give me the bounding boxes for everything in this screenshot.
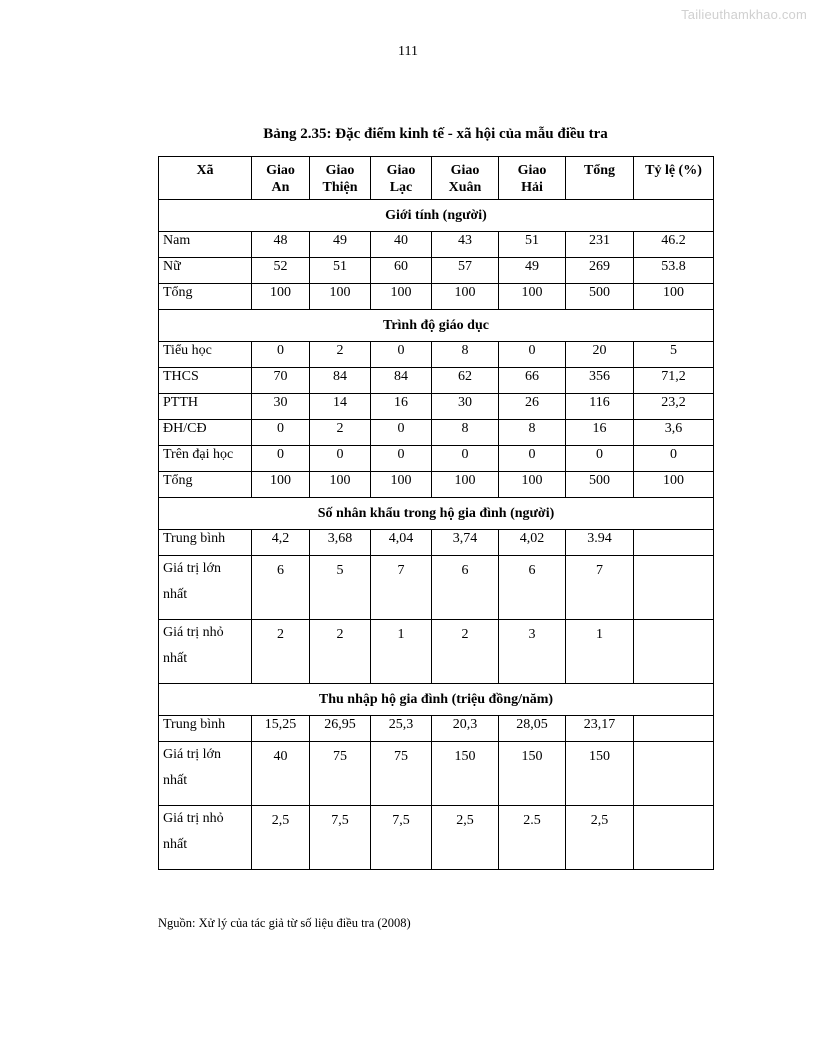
- header-giao-an: Giao An: [252, 157, 310, 200]
- row-label: Trung bình: [159, 716, 252, 742]
- table-cell: 49: [499, 258, 566, 284]
- table-cell: 48: [252, 232, 310, 258]
- section-title: Số nhân khẩu trong hộ gia đình (người): [159, 498, 714, 530]
- table-row: [159, 716, 714, 742]
- table-cell: 84: [310, 368, 371, 394]
- table-cell: 8: [499, 420, 566, 446]
- table-cell: 15,25: [252, 716, 310, 742]
- row-label: Trung bình: [159, 530, 252, 556]
- table-cell: 8: [432, 420, 499, 446]
- row-label: Giá trị nhỏ nhất: [159, 806, 252, 870]
- table-cell: 16: [566, 420, 634, 446]
- header-ty-le: Tỷ lệ (%): [634, 157, 714, 200]
- section-row: [159, 498, 714, 530]
- table-cell: 100: [499, 472, 566, 498]
- table-cell: 0: [252, 342, 310, 368]
- table-cell: 150: [499, 742, 566, 806]
- table-cell: 116: [566, 394, 634, 420]
- section-title: Trình độ giáo dục: [159, 310, 714, 342]
- page-number: 111: [398, 44, 418, 59]
- table-cell: 46.2: [634, 232, 714, 258]
- table-row: [159, 806, 714, 870]
- table-cell: 2: [432, 620, 499, 684]
- table-row: [159, 258, 714, 284]
- section-row: [159, 684, 714, 716]
- table-cell: 0: [252, 420, 310, 446]
- table-cell: 66: [499, 368, 566, 394]
- row-label: Tổng: [159, 472, 252, 498]
- table-cell: 100: [499, 284, 566, 310]
- header-giao-hai: Giao Hải: [499, 157, 566, 200]
- row-label: Giá trị lớn nhất: [159, 742, 252, 806]
- table-cell: 71,2: [634, 368, 714, 394]
- table-cell: 7: [371, 556, 432, 620]
- table-cell: 43: [432, 232, 499, 258]
- table-cell: 0: [634, 446, 714, 472]
- table-cell: 62: [432, 368, 499, 394]
- table-row: [159, 394, 714, 420]
- table-cell: 16: [371, 394, 432, 420]
- table-cell: 49: [310, 232, 371, 258]
- row-label: Nữ: [159, 258, 252, 284]
- table-cell: 500: [566, 284, 634, 310]
- table-cell: 7,5: [371, 806, 432, 870]
- table-header-row: [159, 157, 714, 200]
- table-cell: 52: [252, 258, 310, 284]
- row-label: THCS: [159, 368, 252, 394]
- table-cell: 356: [566, 368, 634, 394]
- table-cell: 0: [432, 446, 499, 472]
- table-row: [159, 368, 714, 394]
- source-note: Nguồn: Xử lý của tác giả từ số liệu điều tra (2008): [158, 916, 411, 930]
- table-cell: 3,6: [634, 420, 714, 446]
- table-row: [159, 232, 714, 258]
- table-cell: 25,3: [371, 716, 432, 742]
- table-row: [159, 420, 714, 446]
- table-cell: 100: [432, 284, 499, 310]
- table-cell: 20,3: [432, 716, 499, 742]
- row-label: ĐH/CĐ: [159, 420, 252, 446]
- table-cell: 3,68: [310, 530, 371, 556]
- table-cell: 100: [371, 284, 432, 310]
- row-label: PTTH: [159, 394, 252, 420]
- table-cell: 60: [371, 258, 432, 284]
- table-cell: 100: [252, 472, 310, 498]
- section-title: Giới tính (người): [159, 200, 714, 232]
- table-title: Bảng 2.35: Đặc điểm kinh tế - xã hội của mẫu điều tra: [263, 126, 608, 142]
- table-cell: 28,05: [499, 716, 566, 742]
- table-row: [159, 742, 714, 806]
- table-cell: 40: [371, 232, 432, 258]
- row-label: Nam: [159, 232, 252, 258]
- table-cell: 8: [432, 342, 499, 368]
- table-cell: 0: [310, 446, 371, 472]
- header-giao-lac: Giao Lạc: [371, 157, 432, 200]
- table-cell: 0: [499, 446, 566, 472]
- table-cell: 2: [310, 620, 371, 684]
- table-cell: 2,5: [566, 806, 634, 870]
- table-cell: 231: [566, 232, 634, 258]
- table-cell: 30: [432, 394, 499, 420]
- table-cell: 100: [432, 472, 499, 498]
- table-row: [159, 530, 714, 556]
- table-row: [159, 472, 714, 498]
- table-cell: 6: [432, 556, 499, 620]
- table-cell: 0: [566, 446, 634, 472]
- table-cell: 6: [499, 556, 566, 620]
- table-cell: 150: [432, 742, 499, 806]
- row-label: Giá trị lớn nhất: [159, 556, 252, 620]
- table-cell: 70: [252, 368, 310, 394]
- table-row: [159, 446, 714, 472]
- table-cell: 3: [499, 620, 566, 684]
- socio-economic-table: [158, 156, 714, 870]
- table-cell: 75: [310, 742, 371, 806]
- table-cell: 30: [252, 394, 310, 420]
- table-cell: 269: [566, 258, 634, 284]
- table-cell: 5: [310, 556, 371, 620]
- table-cell: 4,04: [371, 530, 432, 556]
- table-cell: 100: [252, 284, 310, 310]
- table-cell: 0: [252, 446, 310, 472]
- table-cell: 150: [566, 742, 634, 806]
- table-cell: 0: [499, 342, 566, 368]
- table-cell: 0: [371, 446, 432, 472]
- table-cell: 75: [371, 742, 432, 806]
- table-cell: 2,5: [252, 806, 310, 870]
- header-xa: Xã: [159, 157, 252, 200]
- table-cell: 100: [634, 284, 714, 310]
- table-cell: [634, 620, 714, 684]
- section-title: Thu nhập hộ gia đình (triệu đồng/năm): [159, 684, 714, 716]
- table-cell: 500: [566, 472, 634, 498]
- table-cell: 51: [310, 258, 371, 284]
- section-row: [159, 310, 714, 342]
- watermark: Tailieuthamkhao.com: [681, 7, 807, 22]
- table-cell: 4,2: [252, 530, 310, 556]
- table-cell: 2: [252, 620, 310, 684]
- table-cell: 4,02: [499, 530, 566, 556]
- table-cell: [634, 556, 714, 620]
- table-cell: 20: [566, 342, 634, 368]
- table-cell: 23,17: [566, 716, 634, 742]
- table-cell: 100: [634, 472, 714, 498]
- table-cell: [634, 530, 714, 556]
- table-cell: 1: [566, 620, 634, 684]
- header-giao-thien: Giao Thiện: [310, 157, 371, 200]
- table-row: [159, 620, 714, 684]
- table-cell: 57: [432, 258, 499, 284]
- table-cell: [634, 742, 714, 806]
- header-tong: Tổng: [566, 157, 634, 200]
- table-cell: 53.8: [634, 258, 714, 284]
- row-label: Giá trị nhỏ nhất: [159, 620, 252, 684]
- table-cell: 2: [310, 342, 371, 368]
- table-cell: 2.5: [499, 806, 566, 870]
- table-cell: 0: [371, 420, 432, 446]
- table-cell: 84: [371, 368, 432, 394]
- table-cell: 26: [499, 394, 566, 420]
- table-cell: 100: [310, 472, 371, 498]
- table-cell: 2,5: [432, 806, 499, 870]
- table-cell: 0: [371, 342, 432, 368]
- table-row: [159, 284, 714, 310]
- row-label: Tổng: [159, 284, 252, 310]
- row-label: Tiểu học: [159, 342, 252, 368]
- table-cell: 3.94: [566, 530, 634, 556]
- table-cell: 51: [499, 232, 566, 258]
- header-giao-xuan: Giao Xuân: [432, 157, 499, 200]
- section-row: [159, 200, 714, 232]
- row-label: Trên đại học: [159, 446, 252, 472]
- table-cell: 14: [310, 394, 371, 420]
- table-cell: [634, 716, 714, 742]
- table-cell: 26,95: [310, 716, 371, 742]
- table-cell: 5: [634, 342, 714, 368]
- table-cell: [634, 806, 714, 870]
- table-cell: 100: [310, 284, 371, 310]
- table-cell: 1: [371, 620, 432, 684]
- table-cell: 7,5: [310, 806, 371, 870]
- table-cell: 6: [252, 556, 310, 620]
- table-row: [159, 556, 714, 620]
- table-cell: 23,2: [634, 394, 714, 420]
- table-cell: 2: [310, 420, 371, 446]
- table-cell: 3,74: [432, 530, 499, 556]
- table-cell: 7: [566, 556, 634, 620]
- table-cell: 100: [371, 472, 432, 498]
- table-cell: 40: [252, 742, 310, 806]
- table-row: [159, 342, 714, 368]
